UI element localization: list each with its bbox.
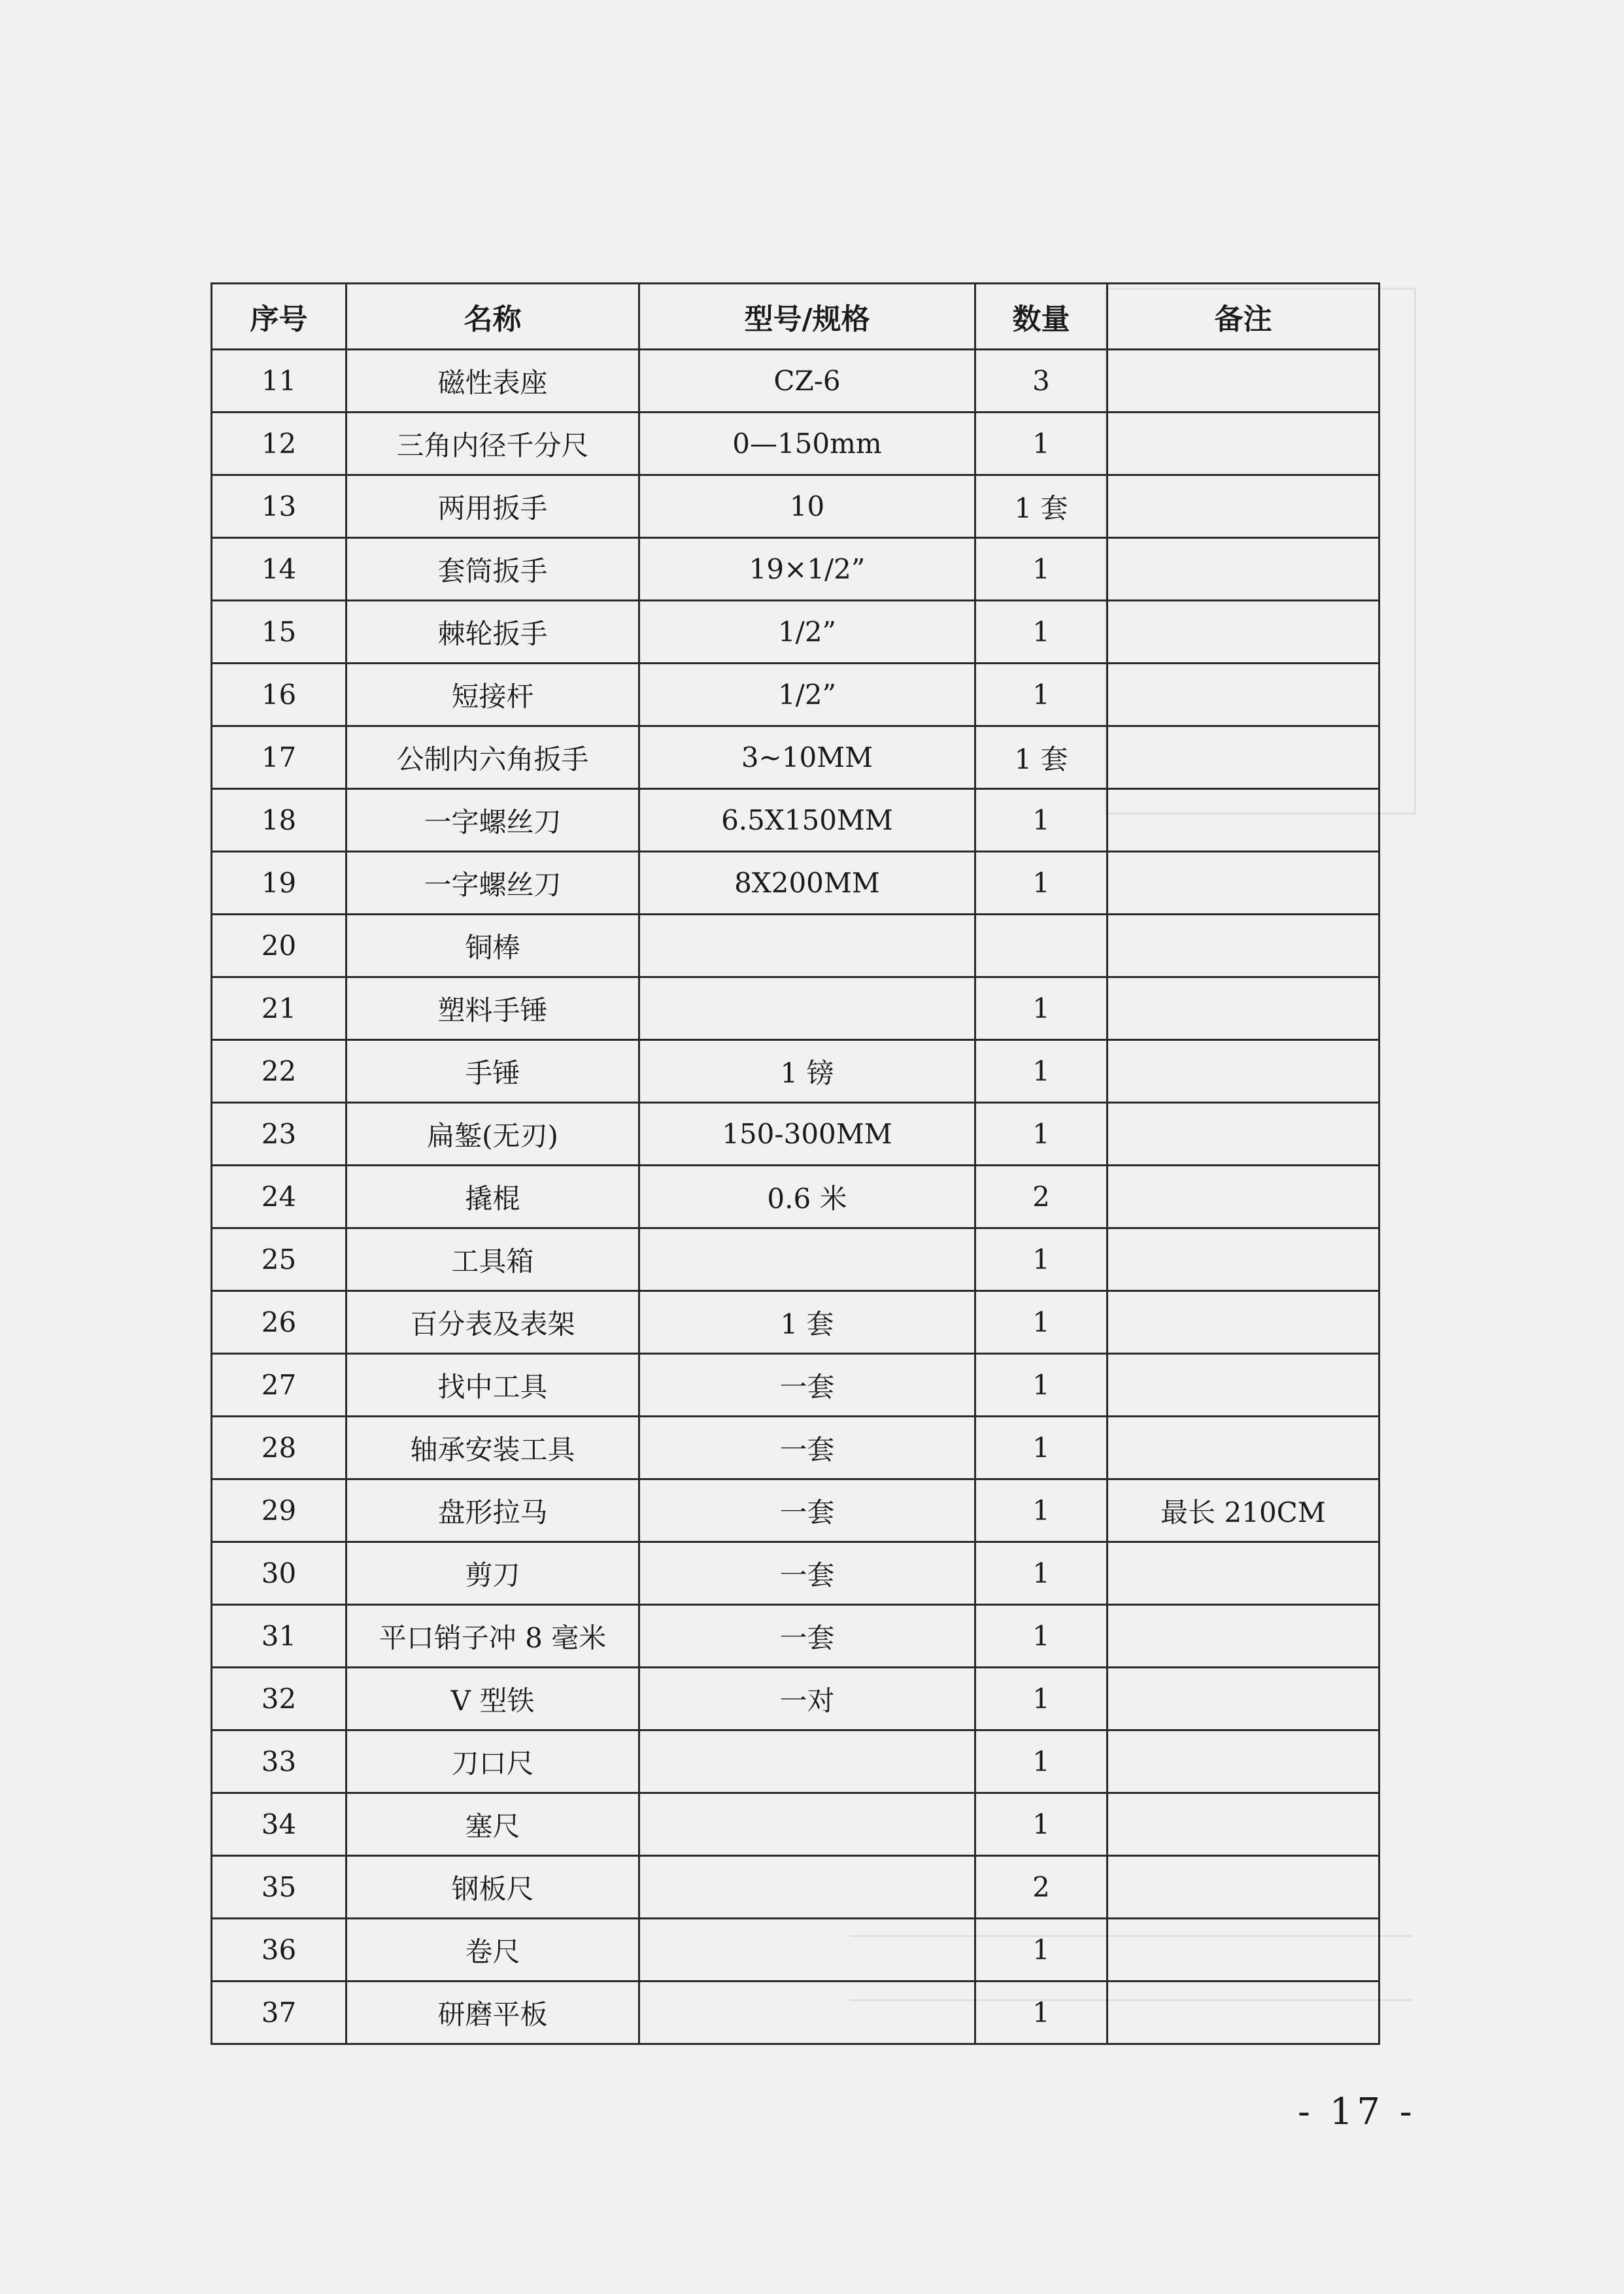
cell-note xyxy=(1108,1730,1379,1793)
cell-no: 32 xyxy=(212,1668,347,1730)
cell-note xyxy=(1108,350,1379,413)
cell-spec: 150-300MM xyxy=(639,1103,975,1166)
table-row xyxy=(212,1354,1379,1417)
cell-note xyxy=(1108,852,1379,915)
table-row xyxy=(212,1417,1379,1479)
cell-no: 19 xyxy=(212,852,347,915)
cell-no: 36 xyxy=(212,1919,347,1982)
cell-no: 34 xyxy=(212,1793,347,1856)
cell-note xyxy=(1108,1166,1379,1228)
cell-note xyxy=(1108,915,1379,977)
cell-spec xyxy=(639,915,975,977)
table-row xyxy=(212,1605,1379,1668)
cell-name: 钢板尺 xyxy=(347,1856,639,1919)
header-qty: 数量 xyxy=(975,284,1108,350)
cell-qty: 1 xyxy=(975,1354,1108,1417)
cell-qty: 1 套 xyxy=(975,726,1108,789)
cell-no: 25 xyxy=(212,1228,347,1291)
cell-qty: 3 xyxy=(975,350,1108,413)
cell-no: 30 xyxy=(212,1542,347,1605)
cell-spec xyxy=(639,977,975,1040)
cell-note xyxy=(1108,475,1379,538)
cell-name: 塑料手锤 xyxy=(347,977,639,1040)
header-no: 序号 xyxy=(212,284,347,350)
cell-no: 17 xyxy=(212,726,347,789)
cell-name: 铜棒 xyxy=(347,915,639,977)
table-row xyxy=(212,1040,1379,1103)
cell-spec: 一套 xyxy=(639,1605,975,1668)
cell-spec: 0.6 米 xyxy=(639,1166,975,1228)
cell-spec xyxy=(639,1793,975,1856)
cell-no: 27 xyxy=(212,1354,347,1417)
table-row xyxy=(212,1479,1379,1542)
cell-no: 14 xyxy=(212,538,347,601)
cell-name: 剪刀 xyxy=(347,1542,639,1605)
cell-name: 棘轮扳手 xyxy=(347,601,639,664)
cell-name: 一字螺丝刀 xyxy=(347,789,639,852)
cell-name: 手锤 xyxy=(347,1040,639,1103)
table-row xyxy=(212,1103,1379,1166)
cell-note: 最长 210CM xyxy=(1108,1479,1379,1542)
table-row xyxy=(212,915,1379,977)
cell-name: 工具箱 xyxy=(347,1228,639,1291)
cell-no: 11 xyxy=(212,350,347,413)
cell-note xyxy=(1108,789,1379,852)
cell-qty: 1 xyxy=(975,1542,1108,1605)
cell-spec xyxy=(639,1228,975,1291)
cell-qty: 1 xyxy=(975,1982,1108,2044)
cell-qty: 1 xyxy=(975,789,1108,852)
cell-spec xyxy=(639,1730,975,1793)
cell-note xyxy=(1108,538,1379,601)
cell-spec xyxy=(639,1982,975,2044)
cell-note xyxy=(1108,1228,1379,1291)
cell-no: 28 xyxy=(212,1417,347,1479)
cell-spec: 8X200MM xyxy=(639,852,975,915)
cell-name: 研磨平板 xyxy=(347,1982,639,2044)
cell-spec: 一套 xyxy=(639,1479,975,1542)
cell-no: 31 xyxy=(212,1605,347,1668)
table-row xyxy=(212,1542,1379,1605)
cell-note xyxy=(1108,1856,1379,1919)
cell-name: 刀口尺 xyxy=(347,1730,639,1793)
cell-note xyxy=(1108,1605,1379,1668)
table-row xyxy=(212,350,1379,413)
cell-qty: 1 xyxy=(975,1479,1108,1542)
cell-note xyxy=(1108,1040,1379,1103)
table-row xyxy=(212,1856,1379,1919)
header-note: 备注 xyxy=(1108,284,1379,350)
table-body xyxy=(212,350,1379,2044)
cell-note xyxy=(1108,1103,1379,1166)
table-row xyxy=(212,852,1379,915)
cell-no: 35 xyxy=(212,1856,347,1919)
cell-spec: 0—150mm xyxy=(639,413,975,475)
cell-no: 24 xyxy=(212,1166,347,1228)
header-spec: 型号/规格 xyxy=(639,284,975,350)
table-row xyxy=(212,789,1379,852)
table-row xyxy=(212,1919,1379,1982)
table-row xyxy=(212,1668,1379,1730)
cell-spec: 一对 xyxy=(639,1668,975,1730)
cell-note xyxy=(1108,1793,1379,1856)
cell-no: 12 xyxy=(212,413,347,475)
table-row xyxy=(212,475,1379,538)
cell-qty: 1 xyxy=(975,601,1108,664)
cell-name: 塞尺 xyxy=(347,1793,639,1856)
cell-name: 磁性表座 xyxy=(347,350,639,413)
page-number: - 17 - xyxy=(1298,2091,1416,2133)
cell-name: 找中工具 xyxy=(347,1354,639,1417)
cell-qty: 1 xyxy=(975,1417,1108,1479)
cell-no: 33 xyxy=(212,1730,347,1793)
cell-spec: 19×1/2” xyxy=(639,538,975,601)
cell-no: 13 xyxy=(212,475,347,538)
cell-qty: 1 xyxy=(975,538,1108,601)
cell-no: 21 xyxy=(212,977,347,1040)
cell-no: 20 xyxy=(212,915,347,977)
cell-note xyxy=(1108,413,1379,475)
table-row xyxy=(212,1982,1379,2044)
cell-spec: 3~10MM xyxy=(639,726,975,789)
table-row xyxy=(212,1793,1379,1856)
cell-qty: 1 xyxy=(975,1103,1108,1166)
cell-name: 短接杆 xyxy=(347,664,639,726)
cell-name: 套筒扳手 xyxy=(347,538,639,601)
cell-qty: 1 xyxy=(975,977,1108,1040)
cell-note xyxy=(1108,1919,1379,1982)
table-row xyxy=(212,726,1379,789)
cell-name: 百分表及表架 xyxy=(347,1291,639,1354)
cell-name: 扁錾(无刃) xyxy=(347,1103,639,1166)
cell-spec: 1/2” xyxy=(639,601,975,664)
cell-name: 一字螺丝刀 xyxy=(347,852,639,915)
cell-name: V 型铁 xyxy=(347,1668,639,1730)
cell-no: 37 xyxy=(212,1982,347,2044)
cell-qty: 1 xyxy=(975,1040,1108,1103)
cell-note xyxy=(1108,664,1379,726)
cell-qty: 1 xyxy=(975,413,1108,475)
cell-spec: 一套 xyxy=(639,1542,975,1605)
cell-spec: 6.5X150MM xyxy=(639,789,975,852)
table-row xyxy=(212,1228,1379,1291)
cell-qty: 1 xyxy=(975,1730,1108,1793)
cell-qty xyxy=(975,915,1108,977)
table-row xyxy=(212,1730,1379,1793)
cell-qty: 2 xyxy=(975,1856,1108,1919)
cell-spec xyxy=(639,1919,975,1982)
cell-note xyxy=(1108,1417,1379,1479)
table-row xyxy=(212,977,1379,1040)
cell-qty: 1 xyxy=(975,664,1108,726)
cell-spec: CZ-6 xyxy=(639,350,975,413)
table-row xyxy=(212,1291,1379,1354)
table-row xyxy=(212,538,1379,601)
cell-note xyxy=(1108,601,1379,664)
cell-no: 15 xyxy=(212,601,347,664)
tool-inventory-table xyxy=(211,282,1380,2045)
cell-qty: 2 xyxy=(975,1166,1108,1228)
cell-qty: 1 xyxy=(975,1668,1108,1730)
cell-name: 三角内径千分尺 xyxy=(347,413,639,475)
cell-spec: 1 镑 xyxy=(639,1040,975,1103)
cell-spec: 一套 xyxy=(639,1354,975,1417)
cell-note xyxy=(1108,1668,1379,1730)
table-row xyxy=(212,1166,1379,1228)
cell-no: 16 xyxy=(212,664,347,726)
cell-qty: 1 套 xyxy=(975,475,1108,538)
cell-note xyxy=(1108,1542,1379,1605)
cell-qty: 1 xyxy=(975,1793,1108,1856)
cell-note xyxy=(1108,977,1379,1040)
cell-qty: 1 xyxy=(975,1228,1108,1291)
cell-no: 18 xyxy=(212,789,347,852)
cell-qty: 1 xyxy=(975,1605,1108,1668)
cell-name: 平口销子冲 8 毫米 xyxy=(347,1605,639,1668)
cell-name: 盘形拉马 xyxy=(347,1479,639,1542)
cell-note xyxy=(1108,1354,1379,1417)
table-row xyxy=(212,664,1379,726)
table-header-row xyxy=(212,284,1379,350)
cell-name: 撬棍 xyxy=(347,1166,639,1228)
table-row xyxy=(212,601,1379,664)
cell-name: 卷尺 xyxy=(347,1919,639,1982)
cell-no: 23 xyxy=(212,1103,347,1166)
cell-no: 26 xyxy=(212,1291,347,1354)
cell-spec: 1 套 xyxy=(639,1291,975,1354)
cell-no: 29 xyxy=(212,1479,347,1542)
cell-no: 22 xyxy=(212,1040,347,1103)
cell-spec xyxy=(639,1856,975,1919)
table-row xyxy=(212,413,1379,475)
cell-spec: 10 xyxy=(639,475,975,538)
cell-name: 两用扳手 xyxy=(347,475,639,538)
cell-spec: 一套 xyxy=(639,1417,975,1479)
header-name: 名称 xyxy=(347,284,639,350)
cell-name: 公制内六角扳手 xyxy=(347,726,639,789)
cell-qty: 1 xyxy=(975,1291,1108,1354)
cell-note xyxy=(1108,1291,1379,1354)
cell-qty: 1 xyxy=(975,1919,1108,1982)
cell-note xyxy=(1108,726,1379,789)
cell-qty: 1 xyxy=(975,852,1108,915)
cell-note xyxy=(1108,1982,1379,2044)
cell-spec: 1/2” xyxy=(639,664,975,726)
cell-name: 轴承安装工具 xyxy=(347,1417,639,1479)
